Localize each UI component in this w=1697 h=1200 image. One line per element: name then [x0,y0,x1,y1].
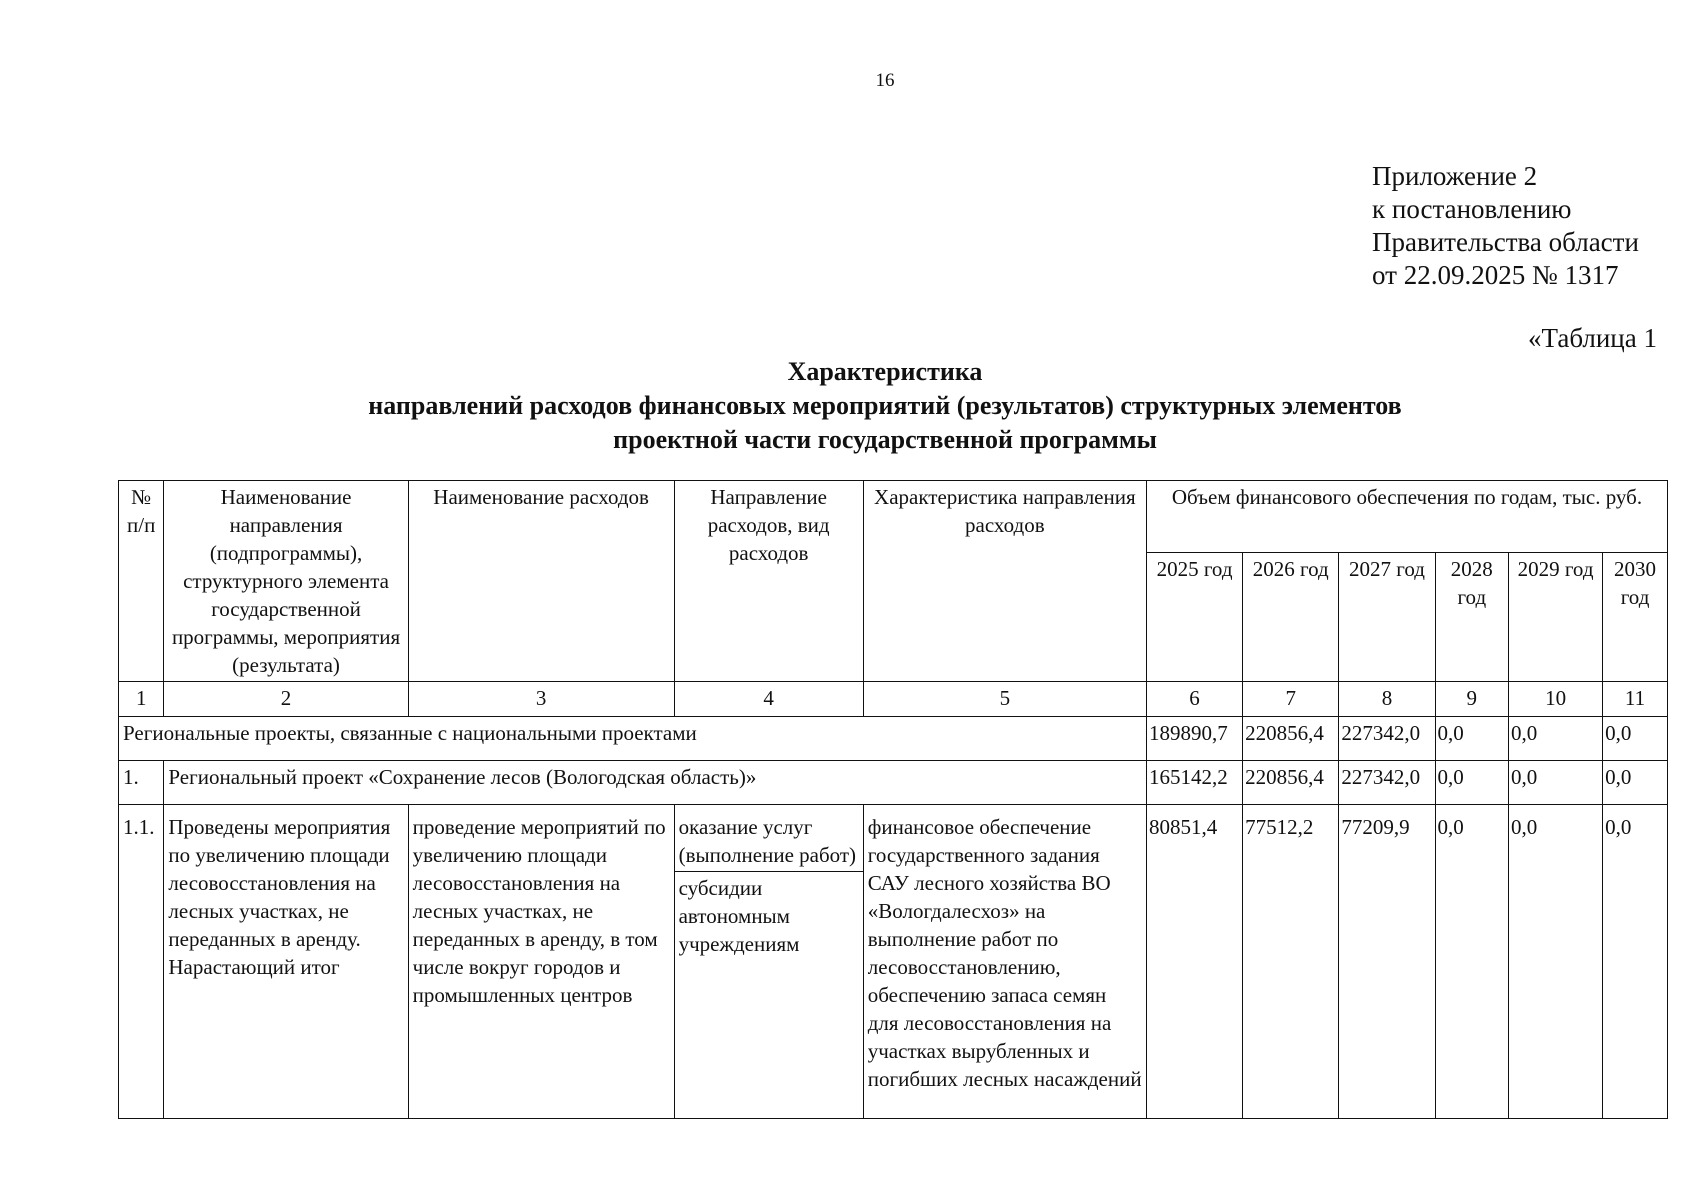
value-cell: 0,0 [1435,761,1509,805]
column-number: 8 [1339,682,1435,717]
table-header-row [119,481,1668,553]
header-expense: Наименование расходов [408,481,674,682]
item-direction-services: оказание услуг (выполнение работ) [675,805,863,872]
column-number: 7 [1243,682,1339,717]
regional-projects-label: Региональные проекты, связанные с национальными проектами [119,717,1147,761]
column-number: 9 [1435,682,1509,717]
column-number: 3 [408,682,674,717]
column-number: 5 [863,682,1146,717]
item-direction-subsidies: субсидии автономным учреждениям [678,876,800,956]
header-name: Наименование направления (подпрограммы), структурного элемента государственной программы, мероприятия (результата) [164,481,408,682]
item-direction-cell [674,805,863,1119]
value-cell: 0,0 [1435,805,1509,1119]
header-year: 2026 год [1243,553,1339,682]
title-line: Характеристика [787,357,983,386]
appendix-line: Приложение 2 [1372,161,1538,191]
header-year: 2029 год [1509,553,1603,682]
appendix-line: Правительства области [1372,227,1639,257]
column-number: 2 [164,682,408,717]
column-number: 6 [1146,682,1242,717]
title-line: проектной части государственной программы [613,425,1157,454]
header-direction: Направление расходов, вид расходов [674,481,863,682]
value-cell: 0,0 [1509,717,1603,761]
header-year: 2025 год [1146,553,1242,682]
regional-projects-row [119,717,1668,761]
row-number: 1. [119,761,164,805]
value-cell: 0,0 [1603,761,1668,805]
header-year: 2028 год [1435,553,1509,682]
page-number: 16 [875,70,895,91]
table-label: «Таблица 1 [1528,323,1657,353]
item-expense: проведение мероприятий по увеличению площади лесовосстановления на лесных участках, не переданных в аренду, в том числе вокруг городов и промышленных центров [408,805,674,1119]
header-characteristic: Характеристика направления расходов [863,481,1146,682]
value-cell: 0,0 [1603,805,1668,1119]
title-line: направлений расходов финансовых мероприятий (результатов) структурных элементов [368,391,1402,420]
appendix-line: от 22.09.2025 № 1317 [1372,260,1619,290]
value-cell: 77209,9 [1339,805,1435,1119]
expenses-table [118,480,1668,1119]
item-characteristic: финансовое обеспечение государственного задания САУ лесного хозяйства ВО «Вологдалесхоз» на выполнение работ по лесовосстановлению, обеспечению запаса семян для лесовосстановления на участках вырубленных и погибших лесных насаждений [863,805,1146,1119]
value-cell: 220856,4 [1243,761,1339,805]
value-cell: 227342,0 [1339,761,1435,805]
item-row [119,805,1668,1119]
item-name: Проведены мероприятия по увеличению площади лесовосстановления на лесных участках, не переданных в аренду. Нарастающий итог [164,805,408,1119]
column-number: 4 [674,682,863,717]
appendix-block [1372,160,1639,292]
row-number: 1.1. [119,805,164,1119]
value-cell: 0,0 [1509,805,1603,1119]
column-number: 1 [119,682,164,717]
header-year: 2027 год [1339,553,1435,682]
regional-project-row [119,761,1668,805]
header-year: 2030 год [1603,553,1668,682]
header-funding: Объем финансового обеспечения по годам, тыс. руб. [1146,481,1667,553]
value-cell: 0,0 [1435,717,1509,761]
appendix-line: к постановлению [1372,194,1572,224]
column-number: 10 [1509,682,1603,717]
value-cell: 165142,2 [1146,761,1242,805]
regional-project-label: Региональный проект «Сохранение лесов (Вологодская область)» [164,761,1147,805]
value-cell: 227342,0 [1339,717,1435,761]
value-cell: 189890,7 [1146,717,1242,761]
column-number: 11 [1603,682,1668,717]
value-cell: 80851,4 [1146,805,1242,1119]
value-cell: 220856,4 [1243,717,1339,761]
value-cell: 0,0 [1603,717,1668,761]
document-title [120,355,1650,457]
column-numbers-row [119,682,1668,717]
value-cell: 77512,2 [1243,805,1339,1119]
header-num: № п/п [119,481,164,682]
value-cell: 0,0 [1509,761,1603,805]
